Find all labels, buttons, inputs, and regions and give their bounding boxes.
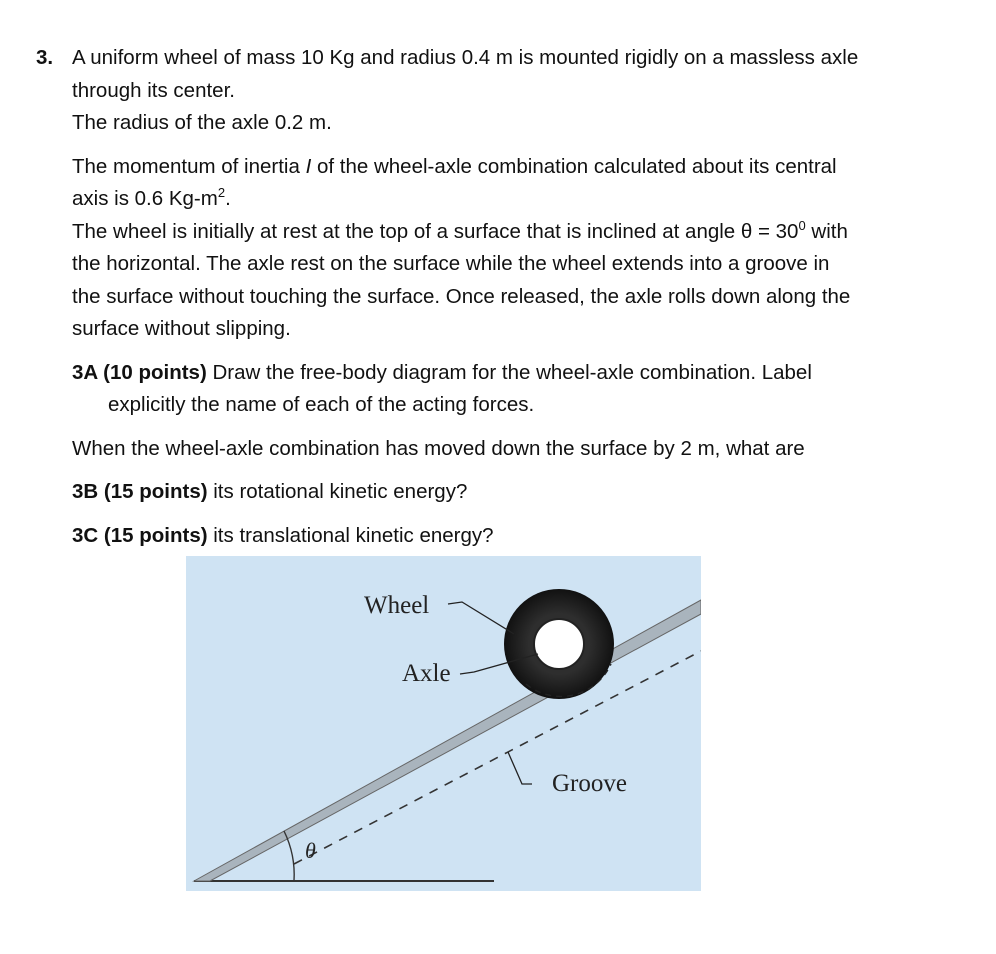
problem-text [36,42,936,552]
part-b-label: 3B (15 points) [72,480,208,503]
part-c-label: 3C (15 points) [72,523,208,547]
text-span: axis is 0.6 Kg-m [72,187,218,210]
figure-background [186,556,701,891]
incline-text: surface without slipping. [72,317,291,340]
part-a-text: Draw the free-body diagram for the wheel-axle combination. Label [206,360,812,384]
problem-number: 3. [36,46,54,69]
text-span: of the wheel-axle combination calculated about its central [311,154,837,178]
part-c [36,520,936,553]
inertia-value-text [36,183,936,216]
problem-line: through its center. [72,78,235,102]
part-b-text: its rotational kinetic energy? [207,480,468,503]
part-b [36,476,936,509]
part-c-text: its translational kinetic energy? [207,523,494,547]
groove-label: Groove [552,770,627,797]
text-span: The wheel is initially at rest at the top of a surface that is inclined at angle θ = 30 [72,219,799,243]
text-span: . [225,187,231,210]
text-span: The momentum of inertia [72,154,306,178]
superscript: 0 [798,217,806,233]
axle-label: Axle [402,660,451,687]
incline-text: the surface without touching the surface. Once released, the axle rolls down along the [72,284,851,308]
inertia-text [36,151,936,184]
incline-text: the horizontal. The axle rest on the surface while the wheel extends into a groove in [72,252,830,275]
problem-line [36,42,936,75]
part-a-label: 3A (10 points) [72,360,207,384]
problem-statement: A uniform wheel of mass 10 Kg and radius 0.4 m is mounted rigidly on a massless axle [72,46,859,69]
axle-radius-text: The radius of the axle 0.2 m. [72,111,332,134]
intro-text: When the wheel-axle combination has moved down the surface by 2 m, what are [72,436,805,460]
angle-label: θ [305,838,316,863]
inertia-symbol: I [305,154,312,178]
wheel-label: Wheel [364,592,430,619]
part-a [36,357,936,390]
part-a-text: explicitly the name of each of the acting forces. [108,393,535,416]
superscript: 2 [217,185,226,201]
text-span: with [805,219,848,243]
incline-figure [186,556,701,891]
incline-text [36,216,936,249]
incline-diagram [186,556,701,891]
